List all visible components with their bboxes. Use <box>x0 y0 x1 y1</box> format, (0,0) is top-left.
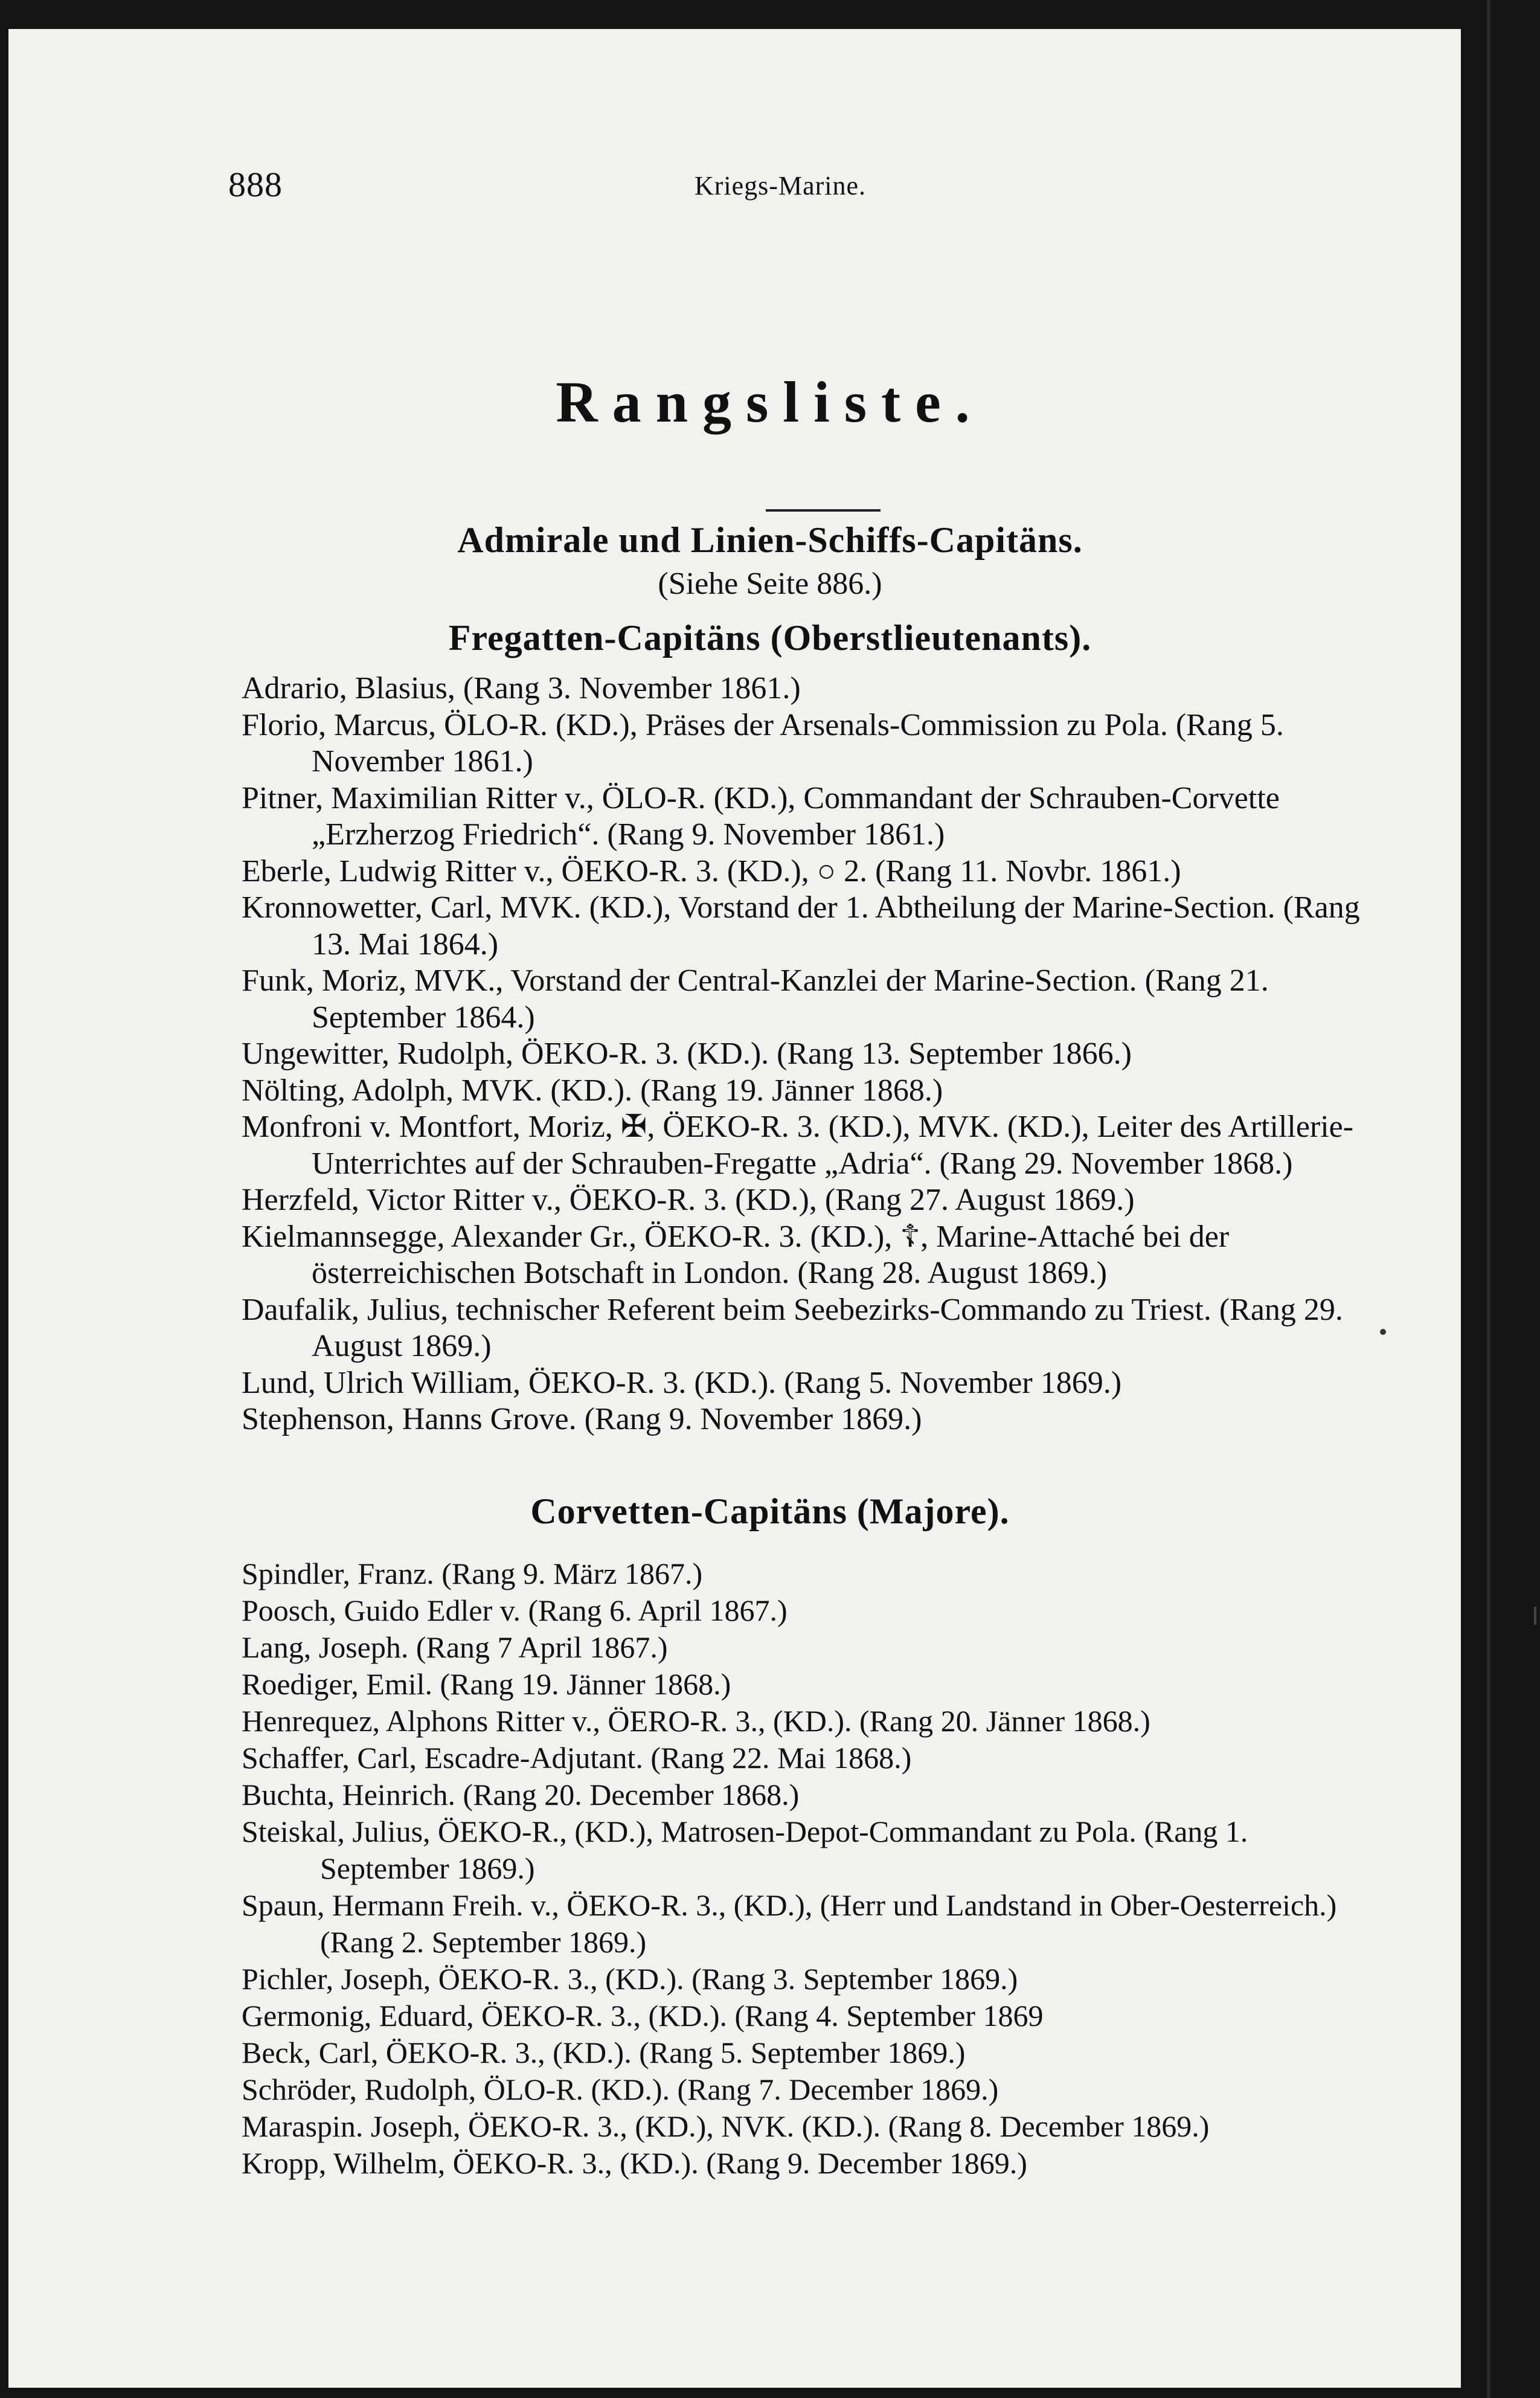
corvette-captains-list <box>242 1555 1365 2182</box>
frigate-captains-list <box>242 670 1365 1438</box>
list-item: Buchta, Heinrich. (Rang 20. December 1868.) <box>242 1778 800 1811</box>
list-item: Germonig, Eduard, ÖEKO-R. 3., (KD.). (Rang 4. September 1869 <box>242 1999 1044 2033</box>
list-item: Steiskal, Julius, ÖEKO-R., (KD.), Matrosen-Depot-Commandant zu Pola. (Rang 1. September 1869.) <box>242 1815 1248 1885</box>
list-item: Nölting, Adolph, MVK. (KD.). (Rang 19. Jänner 1868.) <box>242 1073 943 1108</box>
page-number: 888 <box>228 165 283 204</box>
list-item: Kropp, Wilhelm, ÖEKO-R. 3., (KD.). (Rang 9. December 1869.) <box>242 2146 1027 2180</box>
list-item: Funk, Moriz, MVK., Vorstand der Central-Kanzlei der Marine-Section. (Rang 21. September 1864.) <box>242 963 1269 1035</box>
list-item: Monfroni v. Montfort, Moriz, ✠, ÖEKO-R. 3. (KD.), MVK. (KD.), Leiter des Artillerie-Unterrichtes auf der Schrauben-Fregatte „Adria“. (Rang 29. November 1868.) <box>242 1110 1354 1181</box>
section-heading-admirals: Admirale und Linien-Schiffs-Capitäns. <box>457 520 1083 560</box>
book-edge <box>1487 0 1490 2398</box>
list-item: Kielmannsegge, Alexander Gr., ÖEKO-R. 3. (KD.), ☦, Marine-Attaché bei der österreichischen Botschaft in London. (Rang 28. August 1869.) <box>242 1219 1230 1290</box>
list-item: Herzfeld, Victor Ritter v., ÖEKO-R. 3. (KD.), (Rang 27. August 1869.) <box>242 1183 1135 1217</box>
list-item: Kronnowetter, Carl, MVK. (KD.), Vorstand der 1. Abtheilung der Marine-Section. (Rang 13. Mai 1864.) <box>242 890 1360 962</box>
list-item: Maraspin. Joseph, ÖEKO-R. 3., (KD.), NVK. (KD.). (Rang 8. December 1869.) <box>242 2109 1210 2143</box>
section-note-admirals: (Siehe Seite 886.) <box>658 567 882 601</box>
section-heading-corvette-captains: Corvetten-Capitäns (Majore). <box>530 1491 1010 1531</box>
list-item: Roediger, Emil. (Rang 19. Jänner 1868.) <box>242 1667 731 1701</box>
speck <box>1380 1329 1386 1335</box>
list-item: Daufalik, Julius, technischer Referent beim Seebezirks-Commando zu Triest. (Rang 29. August 1869.) <box>242 1292 1343 1363</box>
list-item: Spaun, Hermann Freih. v., ÖEKO-R. 3., (KD.), (Herr und Landstand in Ober-Oesterreich.) (Rang 2. September 1869.) <box>242 1888 1337 1959</box>
running-title: Kriegs-Marine. <box>695 171 867 201</box>
list-item: Pitner, Maximilian Ritter v., ÖLO-R. (KD.), Commandant der Schrauben-Corvette „Erzherzog Friedrich“. (Rang 9. November 1861.) <box>242 780 1280 852</box>
list-item: Eberle, Ludwig Ritter v., ÖEKO-R. 3. (KD.), ○ 2. (Rang 11. Novbr. 1861.) <box>242 853 1181 889</box>
list-item: Henrequez, Alphons Ritter v., ÖERO-R. 3., (KD.). (Rang 20. Jänner 1868.) <box>242 1704 1150 1738</box>
page-title: Rangsliste. <box>556 370 984 434</box>
list-item: Poosch, Guido Edler v. (Rang 6. April 1867.) <box>242 1593 788 1627</box>
list-item: Schaffer, Carl, Escadre-Adjutant. (Rang 22. Mai 1868.) <box>242 1741 912 1775</box>
list-item: Spindler, Franz. (Rang 9. März 1867.) <box>242 1557 703 1590</box>
section-heading-frigate-captains: Fregatten-Capitäns (Oberstlieutenants). <box>448 618 1092 658</box>
list-item: Stephenson, Hanns Grove. (Rang 9. November 1869.) <box>242 1402 922 1436</box>
list-item: Pichler, Joseph, ÖEKO-R. 3., (KD.). (Rang 3. September 1869.) <box>242 1962 1018 1996</box>
list-item: Lund, Ulrich William, ÖEKO-R. 3. (KD.). (Rang 5. November 1869.) <box>242 1365 1122 1400</box>
list-item: Adrario, Blasius, (Rang 3. November 1861.) <box>242 671 801 706</box>
list-item: Ungewitter, Rudolph, ÖEKO-R. 3. (KD.). (Rang 13. September 1866.) <box>242 1037 1132 1071</box>
list-item: Florio, Marcus, ÖLO-R. (KD.), Präses der Arsenals-Commission zu Pola. (Rang 5. November 1861.) <box>242 707 1284 779</box>
list-item: Schröder, Rudolph, ÖLO-R. (KD.). (Rang 7. December 1869.) <box>242 2072 999 2106</box>
list-item: Lang, Joseph. (Rang 7 April 1867.) <box>242 1630 668 1664</box>
list-item: Beck, Carl, ÖEKO-R. 3., (KD.). (Rang 5. September 1869.) <box>242 2036 966 2069</box>
divider <box>766 509 881 512</box>
speck <box>1534 1607 1536 1625</box>
